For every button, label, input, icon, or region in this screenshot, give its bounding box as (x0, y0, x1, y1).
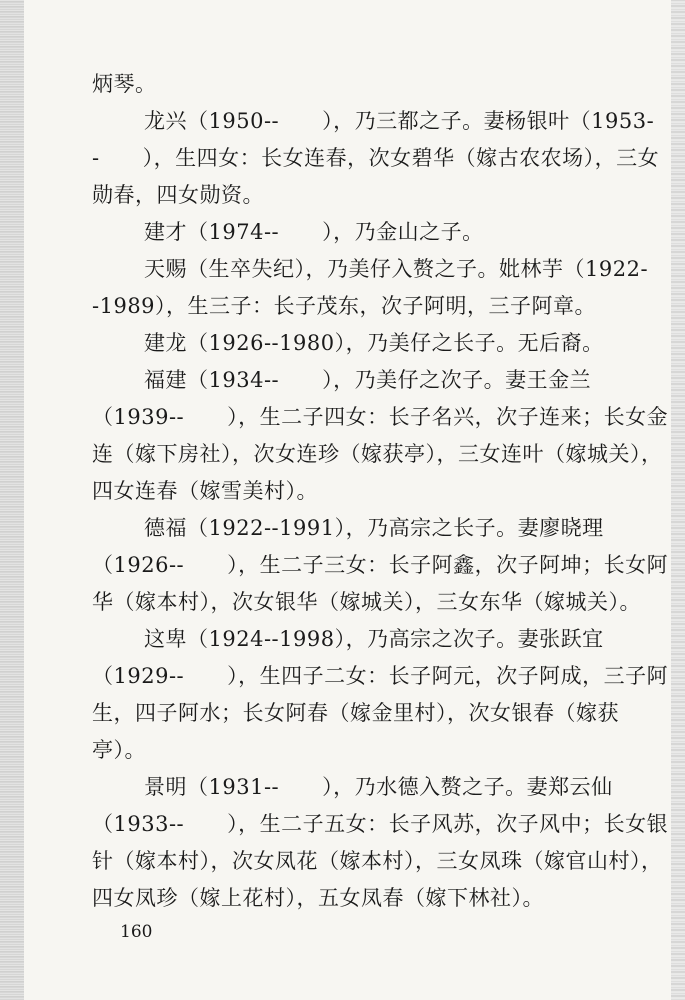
paragraph-7: 这卑（1924--1998），乃高宗之次子。妻张跃宜（1929-- ），生四子二女：长子阿元，次子阿成，三子阿生，四子阿水；长女阿春（嫁金里村），次女银春（嫁获亭）。 (92, 627, 669, 762)
paragraph-3: 天赐（生卒失纪），乃美仔入赘之子。妣林芋（1922--1989），生三子：长子茂东，次子阿明，三子阿章。 (92, 257, 649, 318)
scan-edge-left (0, 0, 24, 1000)
paragraph-6: 德福（1922--1991），乃高宗之长子。妻廖晓理（1926-- ），生二子三女：长子阿鑫，次子阿坤；长女阿华（嫁本村），次女银华（嫁城关），三女东华（嫁城关）。 (92, 516, 669, 614)
paragraph-5: 福建（1934-- ），乃美仔之次子。妻王金兰（1939-- ），生二子四女：长子名兴，次子连来；长女金连（嫁下房社），次女连珍（嫁获亭），三女连叶（嫁城关），四女连春（嫁雪美村）。 (92, 368, 669, 503)
scan-edge-right (671, 0, 685, 1000)
page-number: 160 (120, 922, 153, 942)
paragraph-1: 龙兴（1950-- ），乃三都之子。妻杨银叶（1953-- ），生四女：长女连春，次女碧华（嫁古农农场），三女勋春，四女勋资。 (92, 109, 660, 207)
document-page (92, 66, 672, 917)
paragraph-8: 景明（1931-- ），乃水德入赘之子。妻郑云仙（1933-- ），生二子五女：长子风苏，次子风中；长女银针（嫁本村），次女凤花（嫁本村），三女凤珠（嫁官山村），四女凤珍（嫁上花村），五女凤春（嫁下林社）。 (92, 775, 669, 910)
paragraph-2: 建才（1974-- ），乃金山之子。 (144, 220, 484, 244)
paragraph-0: 炳琴。 (92, 72, 157, 96)
paragraph-4: 建龙（1926--1980），乃美仔之长子。无后裔。 (144, 331, 604, 355)
